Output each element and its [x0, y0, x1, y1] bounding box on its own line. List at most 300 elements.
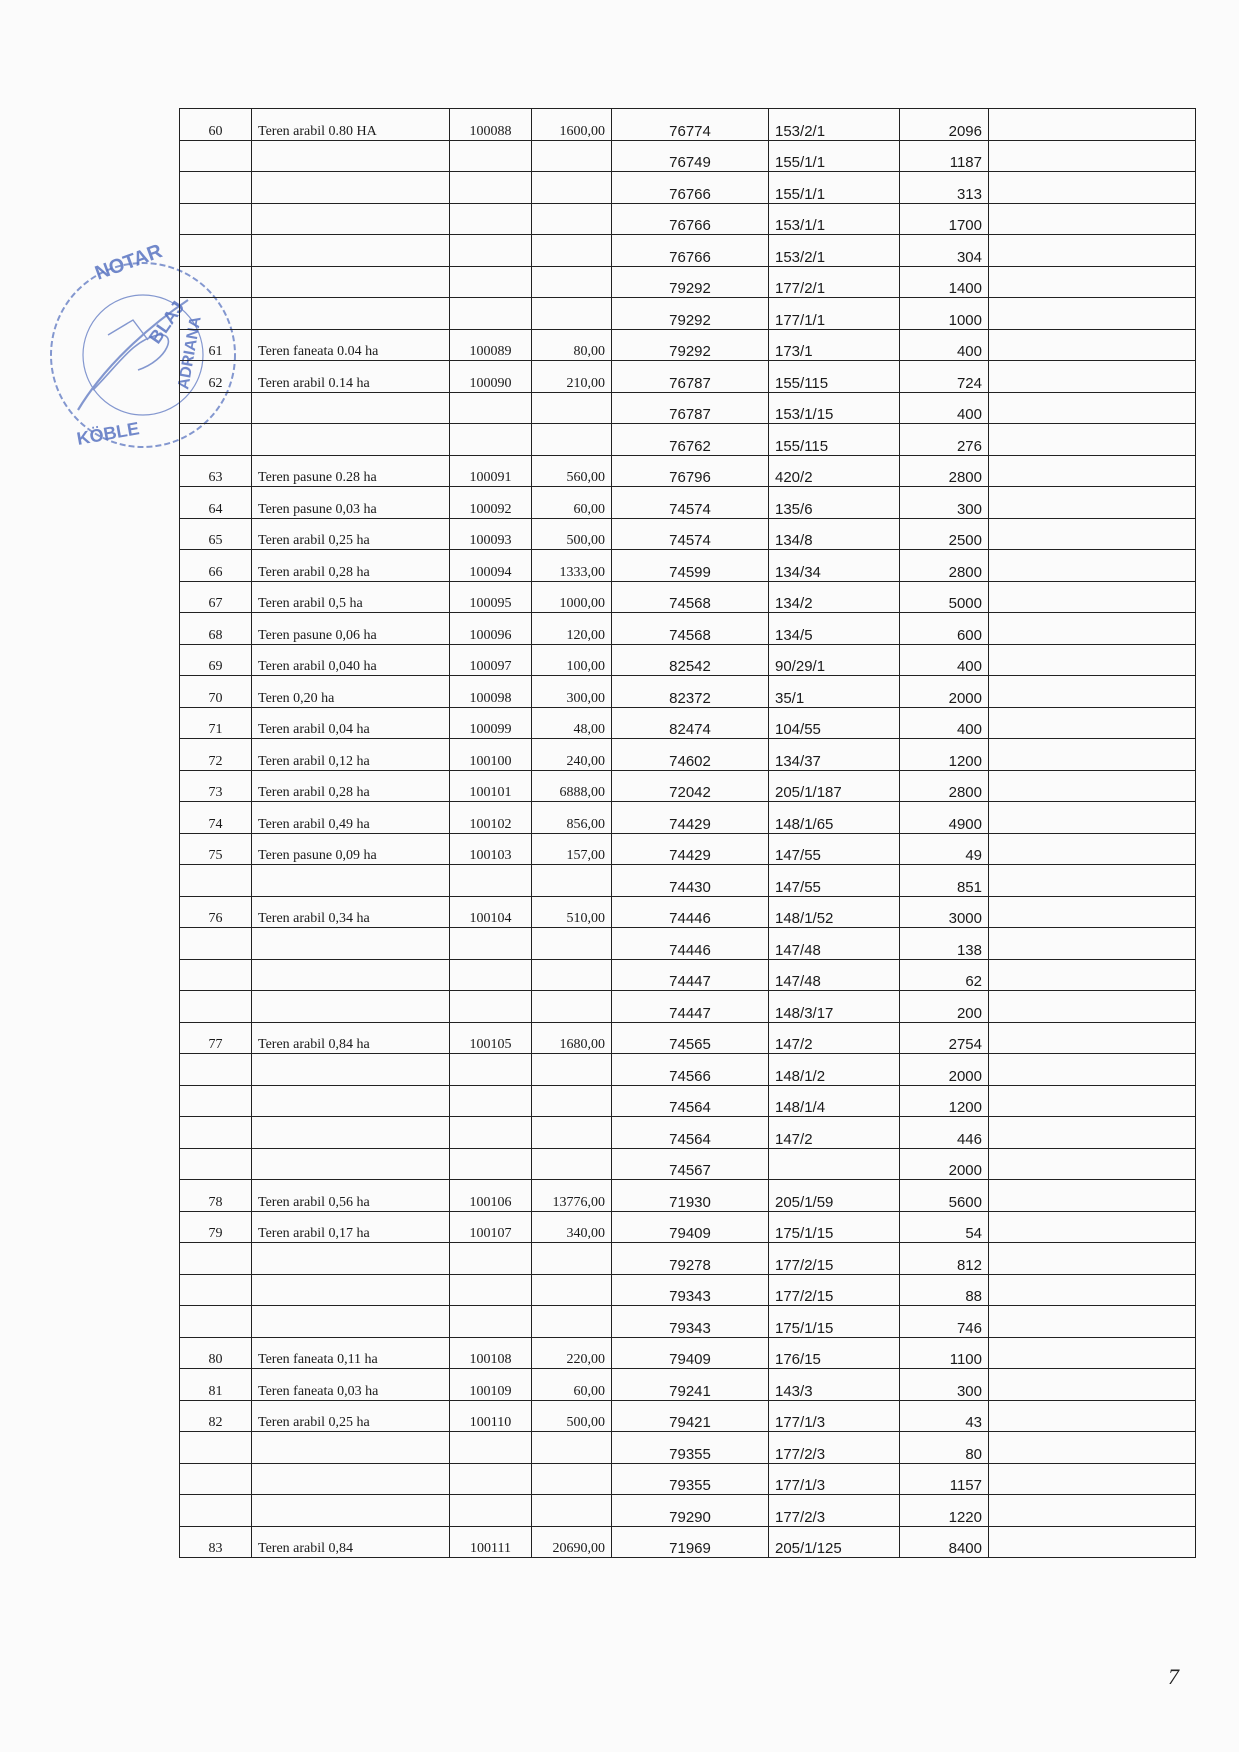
table-row: [180, 266, 1196, 298]
table-row: [180, 392, 1196, 424]
cell-topo: 155/1/1: [769, 172, 900, 204]
cell-empty: [989, 172, 1196, 204]
cell-cf: 74564: [612, 1117, 769, 1149]
cell-empty: [989, 644, 1196, 676]
cell-cf: 76749: [612, 140, 769, 172]
cell-cf: 79343: [612, 1274, 769, 1306]
cell-nr: [180, 1306, 252, 1338]
cell-description: Teren arabil 0,04 ha: [252, 707, 450, 739]
cell-code: 100111: [450, 1526, 532, 1558]
cell-surface: 200: [900, 991, 989, 1023]
cell-nr: 82: [180, 1400, 252, 1432]
stamp-text-2: BLAJ: [144, 297, 189, 348]
cell-cf: 76787: [612, 392, 769, 424]
cell-surface: 400: [900, 644, 989, 676]
cell-code: [450, 392, 532, 424]
cell-value: [532, 991, 612, 1023]
cell-empty: [989, 392, 1196, 424]
cell-cf: 74602: [612, 739, 769, 771]
cell-topo: 35/1: [769, 676, 900, 708]
cell-empty: [989, 707, 1196, 739]
cell-surface: 400: [900, 707, 989, 739]
cell-code: [450, 1432, 532, 1464]
cell-nr: 76: [180, 896, 252, 928]
cell-value: [532, 424, 612, 456]
cell-description: Teren pasune 0,03 ha: [252, 487, 450, 519]
cell-empty: [989, 1463, 1196, 1495]
table-row: [180, 550, 1196, 582]
cell-topo: 147/48: [769, 959, 900, 991]
cell-description: [252, 1148, 450, 1180]
table-row: [180, 518, 1196, 550]
table-row: [180, 1054, 1196, 1086]
cell-topo: 147/2: [769, 1117, 900, 1149]
cell-value: 157,00: [532, 833, 612, 865]
cell-cf: 74564: [612, 1085, 769, 1117]
cell-description: [252, 865, 450, 897]
table-row: [180, 928, 1196, 960]
cell-surface: 400: [900, 392, 989, 424]
cell-code: 100095: [450, 581, 532, 613]
cell-cf: 72042: [612, 770, 769, 802]
cell-surface: 1220: [900, 1495, 989, 1527]
table-row: [180, 865, 1196, 897]
cell-nr: [180, 1432, 252, 1464]
cell-value: 120,00: [532, 613, 612, 645]
cell-topo: 153/2/1: [769, 235, 900, 267]
cell-surface: 446: [900, 1117, 989, 1149]
cell-empty: [989, 455, 1196, 487]
cell-cf: 74567: [612, 1148, 769, 1180]
cell-cf: 76766: [612, 235, 769, 267]
cell-code: 100101: [450, 770, 532, 802]
cell-topo: 177/1/3: [769, 1463, 900, 1495]
table-row: [180, 1306, 1196, 1338]
table-row: [180, 613, 1196, 645]
cell-nr: 60: [180, 109, 252, 141]
table-row: [180, 1432, 1196, 1464]
cell-surface: 2800: [900, 455, 989, 487]
table-row: [180, 172, 1196, 204]
cell-surface: 600: [900, 613, 989, 645]
cell-topo: 148/1/4: [769, 1085, 900, 1117]
cell-nr: 69: [180, 644, 252, 676]
cell-topo: 177/2/15: [769, 1243, 900, 1275]
cell-value: 100,00: [532, 644, 612, 676]
cell-nr: [180, 1274, 252, 1306]
cell-cf: 82372: [612, 676, 769, 708]
cell-empty: [989, 1337, 1196, 1369]
cell-description: Teren arabil 0.14 ha: [252, 361, 450, 393]
cell-empty: [989, 1148, 1196, 1180]
cell-empty: [989, 865, 1196, 897]
cell-nr: 77: [180, 1022, 252, 1054]
cell-code: 100094: [450, 550, 532, 582]
cell-description: [252, 1085, 450, 1117]
cell-nr: [180, 1243, 252, 1275]
cell-cf: 79355: [612, 1463, 769, 1495]
cell-code: [450, 1054, 532, 1086]
cell-value: 20690,00: [532, 1526, 612, 1558]
cell-topo: 148/3/17: [769, 991, 900, 1023]
cell-surface: 1100: [900, 1337, 989, 1369]
cell-topo: 420/2: [769, 455, 900, 487]
cell-code: [450, 1117, 532, 1149]
cell-value: 220,00: [532, 1337, 612, 1369]
cell-nr: 74: [180, 802, 252, 834]
cell-value: 60,00: [532, 1369, 612, 1401]
cell-topo: 205/1/187: [769, 770, 900, 802]
cell-empty: [989, 1085, 1196, 1117]
cell-description: Teren arabil 0,12 ha: [252, 739, 450, 771]
cell-empty: [989, 1495, 1196, 1527]
cell-description: Teren pasune 0.28 ha: [252, 455, 450, 487]
cell-topo: 147/48: [769, 928, 900, 960]
table-row: [180, 739, 1196, 771]
cell-nr: 73: [180, 770, 252, 802]
cell-description: [252, 424, 450, 456]
cell-cf: 74446: [612, 896, 769, 928]
cell-description: Teren pasune 0,06 ha: [252, 613, 450, 645]
cell-code: [450, 928, 532, 960]
cell-topo: 155/115: [769, 424, 900, 456]
cell-code: [450, 959, 532, 991]
cell-surface: 300: [900, 487, 989, 519]
cell-value: 6888,00: [532, 770, 612, 802]
cell-description: Teren faneata 0,03 ha: [252, 1369, 450, 1401]
cell-cf: 71930: [612, 1180, 769, 1212]
cell-cf: 74568: [612, 581, 769, 613]
cell-topo: 177/1/1: [769, 298, 900, 330]
cell-value: 48,00: [532, 707, 612, 739]
cell-topo: 153/1/15: [769, 392, 900, 424]
cell-empty: [989, 581, 1196, 613]
cell-topo: 177/2/1: [769, 266, 900, 298]
cell-code: [450, 1243, 532, 1275]
table-row: [180, 833, 1196, 865]
cell-nr: [180, 1117, 252, 1149]
cell-empty: [989, 959, 1196, 991]
cell-surface: 2800: [900, 770, 989, 802]
cell-cf: 74574: [612, 487, 769, 519]
cell-code: 100103: [450, 833, 532, 865]
cell-surface: 2500: [900, 518, 989, 550]
cell-nr: 66: [180, 550, 252, 582]
cell-code: 100088: [450, 109, 532, 141]
table-row: [180, 770, 1196, 802]
cell-cf: 74447: [612, 959, 769, 991]
cell-code: 100093: [450, 518, 532, 550]
cell-surface: 313: [900, 172, 989, 204]
cell-surface: 5000: [900, 581, 989, 613]
cell-value: [532, 235, 612, 267]
cell-code: 100109: [450, 1369, 532, 1401]
cell-nr: [180, 1463, 252, 1495]
cell-surface: 304: [900, 235, 989, 267]
cell-value: 300,00: [532, 676, 612, 708]
cell-surface: 62: [900, 959, 989, 991]
cell-cf: 82474: [612, 707, 769, 739]
cell-description: [252, 1495, 450, 1527]
cell-cf: 79409: [612, 1337, 769, 1369]
table-row: [180, 1148, 1196, 1180]
land-registry-table: [179, 108, 1196, 1558]
cell-cf: 79292: [612, 298, 769, 330]
cell-value: [532, 1495, 612, 1527]
cell-topo: 148/1/52: [769, 896, 900, 928]
cell-code: 100092: [450, 487, 532, 519]
table-row: [180, 1180, 1196, 1212]
cell-empty: [989, 550, 1196, 582]
cell-value: 1000,00: [532, 581, 612, 613]
cell-topo: 147/55: [769, 833, 900, 865]
cell-topo: 134/8: [769, 518, 900, 550]
cell-code: [450, 140, 532, 172]
cell-value: [532, 1117, 612, 1149]
cell-surface: 400: [900, 329, 989, 361]
cell-description: [252, 235, 450, 267]
cell-nr: 78: [180, 1180, 252, 1212]
cell-topo: 175/1/15: [769, 1306, 900, 1338]
cell-cf: 71969: [612, 1526, 769, 1558]
cell-surface: 2096: [900, 109, 989, 141]
cell-surface: 138: [900, 928, 989, 960]
cell-cf: 79355: [612, 1432, 769, 1464]
table-row: [180, 1022, 1196, 1054]
cell-cf: 76787: [612, 361, 769, 393]
cell-cf: 74566: [612, 1054, 769, 1086]
cell-code: [450, 1148, 532, 1180]
cell-cf: 79278: [612, 1243, 769, 1275]
table-row: [180, 707, 1196, 739]
cell-code: 100098: [450, 676, 532, 708]
cell-value: [532, 266, 612, 298]
cell-surface: 4900: [900, 802, 989, 834]
cell-nr: 62: [180, 361, 252, 393]
cell-code: [450, 1085, 532, 1117]
cell-value: 500,00: [532, 518, 612, 550]
cell-nr: [180, 298, 252, 330]
table-row: [180, 329, 1196, 361]
cell-value: 240,00: [532, 739, 612, 771]
cell-topo: 147/55: [769, 865, 900, 897]
cell-description: [252, 1243, 450, 1275]
cell-topo: 135/6: [769, 487, 900, 519]
cell-nr: [180, 140, 252, 172]
cell-code: [450, 424, 532, 456]
stamp-text-3: ADRIANA: [175, 315, 205, 391]
cell-topo: 134/34: [769, 550, 900, 582]
cell-description: Teren arabil 0,5 ha: [252, 581, 450, 613]
cell-code: 100097: [450, 644, 532, 676]
table-row: [180, 1337, 1196, 1369]
cell-nr: 67: [180, 581, 252, 613]
table-row: [180, 959, 1196, 991]
cell-surface: 1400: [900, 266, 989, 298]
cell-surface: 276: [900, 424, 989, 456]
cell-value: [532, 203, 612, 235]
cell-cf: 79421: [612, 1400, 769, 1432]
cell-code: [450, 991, 532, 1023]
cell-value: 856,00: [532, 802, 612, 834]
cell-topo: 104/55: [769, 707, 900, 739]
cell-value: 210,00: [532, 361, 612, 393]
cell-description: [252, 991, 450, 1023]
cell-code: 100104: [450, 896, 532, 928]
cell-code: [450, 235, 532, 267]
cell-topo: 143/3: [769, 1369, 900, 1401]
cell-code: 100108: [450, 1337, 532, 1369]
cell-description: [252, 392, 450, 424]
cell-surface: 5600: [900, 1180, 989, 1212]
cell-nr: 81: [180, 1369, 252, 1401]
cell-code: 100090: [450, 361, 532, 393]
cell-empty: [989, 613, 1196, 645]
cell-topo: 205/1/59: [769, 1180, 900, 1212]
cell-empty: [989, 298, 1196, 330]
cell-value: [532, 1148, 612, 1180]
cell-topo: 175/1/15: [769, 1211, 900, 1243]
cell-code: [450, 203, 532, 235]
cell-value: [532, 172, 612, 204]
cell-code: 100096: [450, 613, 532, 645]
cell-topo: 153/2/1: [769, 109, 900, 141]
cell-topo: 147/2: [769, 1022, 900, 1054]
cell-surface: 851: [900, 865, 989, 897]
cell-cf: 74429: [612, 833, 769, 865]
cell-description: [252, 1463, 450, 1495]
table-row: [180, 896, 1196, 928]
cell-cf: 79409: [612, 1211, 769, 1243]
cell-nr: 79: [180, 1211, 252, 1243]
cell-value: [532, 1306, 612, 1338]
cell-empty: [989, 676, 1196, 708]
cell-value: [532, 140, 612, 172]
cell-topo: 148/1/2: [769, 1054, 900, 1086]
cell-value: 60,00: [532, 487, 612, 519]
cell-description: [252, 1117, 450, 1149]
cell-value: 13776,00: [532, 1180, 612, 1212]
cell-value: 1600,00: [532, 109, 612, 141]
cell-topo: 177/2/3: [769, 1495, 900, 1527]
cell-cf: 74568: [612, 613, 769, 645]
cell-empty: [989, 329, 1196, 361]
cell-description: [252, 1306, 450, 1338]
cell-nr: [180, 1054, 252, 1086]
cell-topo: 153/1/1: [769, 203, 900, 235]
cell-value: 1333,00: [532, 550, 612, 582]
table-row: [180, 1400, 1196, 1432]
cell-empty: [989, 1432, 1196, 1464]
stamp-text-4: KÖBLE: [75, 418, 141, 449]
cell-nr: 72: [180, 739, 252, 771]
cell-surface: 1187: [900, 140, 989, 172]
cell-surface: 2000: [900, 676, 989, 708]
cell-empty: [989, 1054, 1196, 1086]
cell-surface: 1200: [900, 1085, 989, 1117]
cell-nr: [180, 203, 252, 235]
cell-cf: 79241: [612, 1369, 769, 1401]
cell-nr: [180, 266, 252, 298]
table-row: [180, 424, 1196, 456]
table-row: [180, 140, 1196, 172]
cell-cf: 74599: [612, 550, 769, 582]
cell-topo: 90/29/1: [769, 644, 900, 676]
table-row: [180, 1243, 1196, 1275]
cell-topo: 134/37: [769, 739, 900, 771]
cell-description: [252, 1054, 450, 1086]
cell-code: 100110: [450, 1400, 532, 1432]
cell-description: [252, 959, 450, 991]
cell-nr: [180, 1085, 252, 1117]
cell-nr: [180, 991, 252, 1023]
cell-topo: 134/5: [769, 613, 900, 645]
cell-empty: [989, 739, 1196, 771]
cell-nr: 64: [180, 487, 252, 519]
table-row: [180, 1211, 1196, 1243]
cell-surface: 43: [900, 1400, 989, 1432]
cell-cf: 74447: [612, 991, 769, 1023]
cell-empty: [989, 1243, 1196, 1275]
cell-empty: [989, 928, 1196, 960]
cell-empty: [989, 1306, 1196, 1338]
cell-empty: [989, 140, 1196, 172]
cell-description: Teren arabil 0,84: [252, 1526, 450, 1558]
cell-surface: 812: [900, 1243, 989, 1275]
cell-description: Teren faneata 0.04 ha: [252, 329, 450, 361]
cell-value: 340,00: [532, 1211, 612, 1243]
cell-cf: 76774: [612, 109, 769, 141]
cell-cf: 74429: [612, 802, 769, 834]
cell-description: [252, 140, 450, 172]
cell-empty: [989, 109, 1196, 141]
cell-empty: [989, 833, 1196, 865]
cell-description: Teren arabil 0,84 ha: [252, 1022, 450, 1054]
cell-description: [252, 203, 450, 235]
cell-topo: 177/2/3: [769, 1432, 900, 1464]
cell-nr: [180, 928, 252, 960]
cell-cf: 79292: [612, 266, 769, 298]
table-row: [180, 802, 1196, 834]
page-number: 7: [1168, 1664, 1179, 1689]
cell-topo: 205/1/125: [769, 1526, 900, 1558]
cell-empty: [989, 424, 1196, 456]
cell-surface: 300: [900, 1369, 989, 1401]
cell-surface: 1700: [900, 203, 989, 235]
table-row: [180, 361, 1196, 393]
cell-cf: 79292: [612, 329, 769, 361]
cell-empty: [989, 235, 1196, 267]
cell-code: 100105: [450, 1022, 532, 1054]
cell-surface: 2000: [900, 1054, 989, 1086]
table-row: [180, 298, 1196, 330]
cell-value: [532, 392, 612, 424]
cell-code: 100089: [450, 329, 532, 361]
cell-value: [532, 1243, 612, 1275]
cell-topo: 148/1/65: [769, 802, 900, 834]
cell-nr: 61: [180, 329, 252, 361]
cell-nr: 75: [180, 833, 252, 865]
cell-topo: 176/15: [769, 1337, 900, 1369]
cell-cf: 79343: [612, 1306, 769, 1338]
cell-value: 560,00: [532, 455, 612, 487]
cell-cf: 76762: [612, 424, 769, 456]
cell-topo: 155/115: [769, 361, 900, 393]
table-row: [180, 644, 1196, 676]
cell-nr: [180, 392, 252, 424]
cell-value: [532, 1274, 612, 1306]
cell-empty: [989, 802, 1196, 834]
